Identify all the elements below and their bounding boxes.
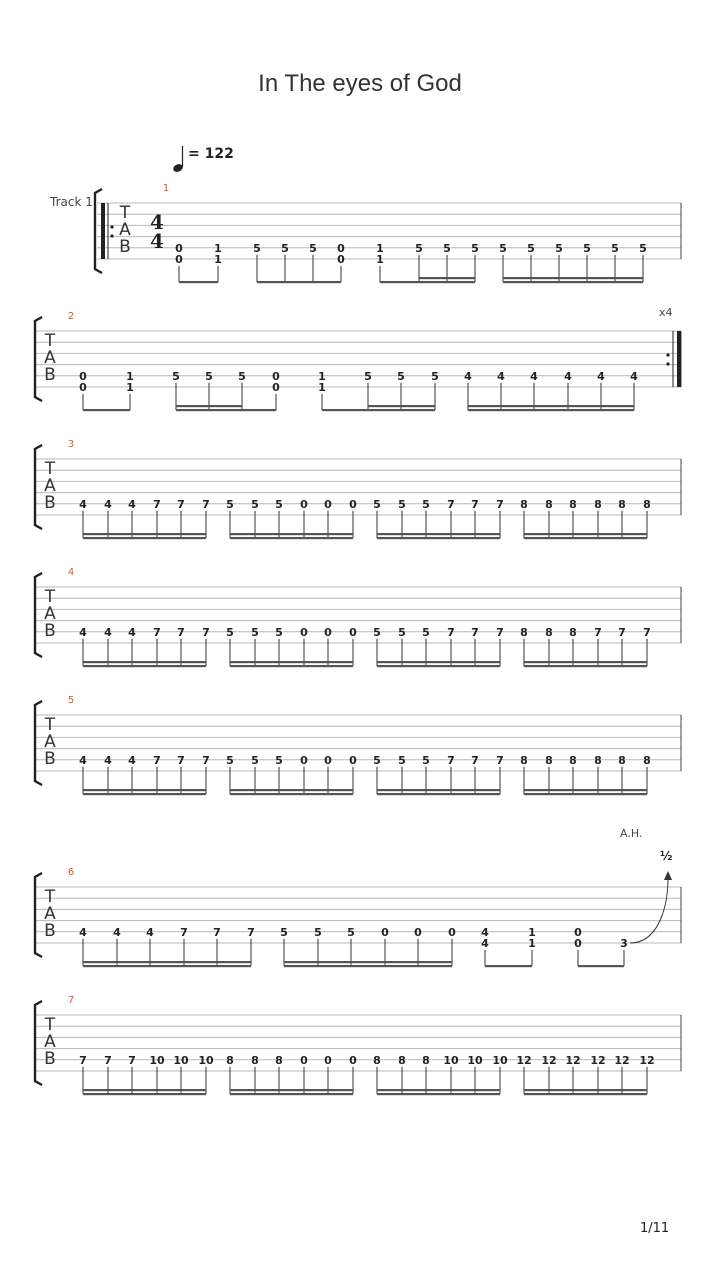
- tab-clef-letter: T: [44, 715, 56, 735]
- fret-number: 5: [226, 753, 234, 767]
- note-beam: [377, 789, 500, 791]
- time-signature-bottom: 4: [150, 229, 164, 253]
- fret-number: 8: [226, 1053, 234, 1067]
- fret-number: 0: [300, 625, 308, 639]
- fret-number: 8: [643, 753, 651, 767]
- fret-number: 5: [443, 241, 451, 255]
- bar-number: 1: [162, 183, 170, 194]
- fret-number: 1: [318, 369, 326, 383]
- fret-number: 0: [300, 1053, 308, 1067]
- note-beam: [377, 793, 500, 795]
- fret-number: 8: [545, 753, 553, 767]
- fret-number: 8: [618, 753, 626, 767]
- system-bracket: [35, 317, 42, 401]
- fret-number: 0: [349, 753, 357, 767]
- fret-number: 4: [128, 625, 136, 639]
- note-beam: [83, 789, 206, 791]
- note-beam: [83, 793, 206, 795]
- tab-system: [35, 867, 681, 967]
- artificial-harmonic-label: A.H.: [620, 827, 643, 840]
- tab-system: [35, 995, 681, 1095]
- fret-number: 7: [202, 497, 210, 511]
- bar-number: 3: [67, 439, 75, 450]
- fret-number: 5: [275, 497, 283, 511]
- fret-number: 4: [104, 753, 112, 767]
- tempo-value: = 122: [188, 146, 234, 162]
- repeat-dot: [110, 225, 113, 228]
- fret-number: 5: [205, 369, 213, 383]
- fret-number: 0: [337, 253, 345, 266]
- tab-clef-letter: B: [44, 493, 56, 513]
- fret-number: 7: [471, 625, 479, 639]
- fret-number: 12: [541, 1053, 557, 1067]
- fret-number: 1: [528, 937, 536, 950]
- bar-number: 4: [67, 567, 75, 578]
- fret-number: 5: [314, 925, 322, 939]
- fret-number: 5: [275, 625, 283, 639]
- note-beam: [83, 537, 206, 539]
- tab-clef-letter: A: [44, 732, 56, 752]
- fret-number: 7: [177, 753, 185, 767]
- fret-number: 0: [272, 369, 280, 383]
- note-beam: [377, 533, 500, 535]
- fret-number: 0: [300, 497, 308, 511]
- fret-number: 5: [309, 241, 317, 255]
- bend-arrow-icon: [664, 871, 672, 880]
- tab-system: [35, 695, 681, 795]
- fret-number: 10: [492, 1053, 508, 1067]
- fret-number: 0: [381, 925, 389, 939]
- fret-number: 0: [324, 1053, 332, 1067]
- fret-number: 4: [497, 369, 505, 383]
- bar-number: 7: [67, 995, 75, 1006]
- note-beam: [468, 405, 634, 407]
- fret-number: 7: [153, 753, 161, 767]
- fret-number: 0: [337, 241, 345, 255]
- fret-number: 5: [398, 753, 406, 767]
- note-beam: [83, 1093, 206, 1095]
- fret-number: 8: [398, 1053, 406, 1067]
- note-beam: [230, 789, 353, 791]
- repeat-start-thick: [101, 203, 105, 259]
- fret-number: 4: [79, 497, 87, 511]
- bend-amount: ½: [660, 849, 673, 863]
- fret-number: 8: [594, 753, 602, 767]
- repeat-end-thick: [677, 331, 681, 387]
- fret-number: 1: [214, 253, 222, 266]
- note-beam: [179, 281, 218, 283]
- bar-number: 6: [67, 867, 75, 878]
- system-bracket: [35, 573, 42, 657]
- note-beam: [485, 965, 532, 967]
- fret-number: 12: [565, 1053, 581, 1067]
- page-number: 1/11: [640, 1221, 670, 1236]
- tab-system: [35, 567, 681, 667]
- fret-number: 7: [153, 625, 161, 639]
- note-beam: [176, 409, 242, 411]
- fret-number: 4: [104, 625, 112, 639]
- song-title: In The eyes of God: [258, 70, 462, 97]
- fret-number: 4: [146, 925, 154, 939]
- fret-number: 4: [79, 925, 87, 939]
- fret-number: 5: [172, 369, 180, 383]
- tab-clef-letter: T: [119, 203, 131, 223]
- fret-number: 5: [422, 625, 430, 639]
- fret-number: 7: [177, 625, 185, 639]
- fret-number: 0: [79, 381, 87, 394]
- fret-number: 5: [422, 753, 430, 767]
- note-beam: [524, 793, 647, 795]
- fret-number: 7: [180, 925, 188, 939]
- note-beam: [322, 409, 368, 411]
- fret-number: 4: [597, 369, 605, 383]
- fret-number: 7: [177, 497, 185, 511]
- fret-number: 7: [471, 497, 479, 511]
- fret-number: 5: [499, 241, 507, 255]
- fret-number: 5: [226, 497, 234, 511]
- fret-number: 8: [520, 497, 528, 511]
- fret-number: 5: [555, 241, 563, 255]
- fret-number: 0: [175, 253, 183, 266]
- fret-number: 12: [614, 1053, 630, 1067]
- tab-clef-letter: B: [44, 749, 56, 769]
- note-beam: [83, 665, 206, 667]
- fret-number: 1: [126, 369, 134, 383]
- tab-clef-letter: T: [44, 459, 56, 479]
- repeat-count: x4: [659, 306, 673, 319]
- fret-number: 5: [251, 625, 259, 639]
- fret-number: 8: [569, 497, 577, 511]
- fret-number: 0: [448, 925, 456, 939]
- fret-number: 8: [594, 497, 602, 511]
- fret-number: 5: [364, 369, 372, 383]
- note-beam: [242, 409, 276, 411]
- fret-number: 10: [173, 1053, 189, 1067]
- tab-clef-letter: T: [44, 587, 56, 607]
- note-beam: [83, 1089, 206, 1091]
- fret-number: 12: [639, 1053, 655, 1067]
- tab-clef-letter: A: [119, 220, 131, 240]
- fret-number: 3: [620, 937, 628, 950]
- bar-number: 5: [67, 695, 75, 706]
- fret-number: 5: [373, 497, 381, 511]
- fret-number: 0: [324, 753, 332, 767]
- note-beam: [377, 1093, 500, 1095]
- fret-number: 12: [590, 1053, 606, 1067]
- fret-number: 8: [373, 1053, 381, 1067]
- note-beam: [83, 961, 251, 963]
- fret-number: 8: [643, 497, 651, 511]
- fret-number: 8: [251, 1053, 259, 1067]
- fret-number: 7: [643, 625, 651, 639]
- fret-number: 7: [447, 497, 455, 511]
- fret-number: 4: [564, 369, 572, 383]
- note-beam: [83, 409, 130, 411]
- fret-number: 0: [574, 925, 582, 939]
- note-beam: [380, 281, 419, 283]
- fret-number: 5: [415, 241, 423, 255]
- system-bracket: [35, 1001, 42, 1085]
- note-beam: [377, 661, 500, 663]
- note-beam: [368, 405, 435, 407]
- fret-number: 7: [618, 625, 626, 639]
- fret-number: 0: [324, 497, 332, 511]
- note-beam: [377, 665, 500, 667]
- fret-number: 8: [545, 497, 553, 511]
- note-beam: [524, 537, 647, 539]
- fret-number: 5: [398, 625, 406, 639]
- note-beam: [578, 965, 624, 967]
- fret-number: 8: [520, 625, 528, 639]
- tab-clef-letter: B: [119, 237, 131, 257]
- note-beam: [524, 665, 647, 667]
- fret-number: 5: [583, 241, 591, 255]
- fret-number: 4: [79, 753, 87, 767]
- fret-number: 10: [198, 1053, 214, 1067]
- fret-number: 8: [275, 1053, 283, 1067]
- fret-number: 10: [149, 1053, 165, 1067]
- fret-number: 8: [618, 497, 626, 511]
- fret-number: 7: [202, 625, 210, 639]
- fret-number: 7: [128, 1053, 136, 1067]
- fret-number: 8: [520, 753, 528, 767]
- fret-number: 1: [376, 253, 384, 266]
- fret-number: 4: [104, 497, 112, 511]
- fret-number: 5: [373, 625, 381, 639]
- fret-number: 5: [347, 925, 355, 939]
- fret-number: 0: [272, 381, 280, 394]
- fret-number: 5: [639, 241, 647, 255]
- track-header: [49, 146, 673, 863]
- fret-number: 0: [349, 1053, 357, 1067]
- fret-number: 1: [318, 381, 326, 394]
- fret-number: 0: [349, 497, 357, 511]
- fret-number: 7: [153, 497, 161, 511]
- note-beam: [257, 281, 341, 283]
- note-beam: [524, 789, 647, 791]
- system-bracket: [95, 189, 102, 273]
- tab-system: [95, 183, 681, 283]
- fret-number: 1: [376, 241, 384, 255]
- fret-number: 7: [202, 753, 210, 767]
- repeat-dot: [666, 362, 669, 365]
- fret-number: 7: [104, 1053, 112, 1067]
- fret-number: 5: [281, 241, 289, 255]
- note-beam: [524, 1089, 647, 1091]
- fret-number: 0: [79, 369, 87, 383]
- note-beam: [524, 1093, 647, 1095]
- tab-clef-letter: B: [44, 1049, 56, 1069]
- fret-number: 0: [324, 625, 332, 639]
- note-beam: [468, 409, 634, 411]
- note-beam: [83, 533, 206, 535]
- fret-number: 8: [569, 625, 577, 639]
- system-bracket: [35, 873, 42, 957]
- fret-number: 7: [471, 753, 479, 767]
- fret-number: 5: [275, 753, 283, 767]
- note-beam: [230, 661, 353, 663]
- tab-clef-letter: A: [44, 476, 56, 496]
- note-beam: [230, 665, 353, 667]
- fret-number: 5: [527, 241, 535, 255]
- bend-curve: [630, 879, 668, 943]
- fret-number: 0: [175, 241, 183, 255]
- note-beam: [176, 405, 242, 407]
- note-beam: [230, 1089, 353, 1091]
- note-beam: [419, 277, 475, 279]
- time-signature-top: 4: [150, 210, 164, 234]
- fret-number: 5: [373, 753, 381, 767]
- fret-number: 4: [530, 369, 538, 383]
- tab-clef-letter: A: [44, 904, 56, 924]
- fret-number: 5: [251, 753, 259, 767]
- note-beam: [503, 281, 643, 283]
- tab-clef-letter: T: [44, 887, 56, 907]
- tab-clef-letter: A: [44, 604, 56, 624]
- fret-number: 4: [128, 497, 136, 511]
- note-beam: [503, 277, 643, 279]
- fret-number: 0: [574, 937, 582, 950]
- fret-number: 7: [447, 753, 455, 767]
- fret-number: 7: [496, 625, 504, 639]
- note-beam: [524, 533, 647, 535]
- system-bracket: [35, 701, 42, 785]
- fret-number: 1: [528, 925, 536, 939]
- fret-number: 4: [630, 369, 638, 383]
- fret-number: 1: [214, 241, 222, 255]
- note-beam: [419, 281, 475, 283]
- fret-number: 10: [467, 1053, 483, 1067]
- repeat-dot: [666, 353, 669, 356]
- quarter-note-icon: [172, 146, 184, 173]
- fret-number: 5: [422, 497, 430, 511]
- note-beam: [230, 537, 353, 539]
- fret-number: 12: [516, 1053, 532, 1067]
- fret-number: 7: [496, 497, 504, 511]
- fret-number: 5: [611, 241, 619, 255]
- tab-clef-letter: T: [44, 331, 56, 351]
- note-beam: [284, 961, 452, 963]
- fret-number: 7: [213, 925, 221, 939]
- fret-number: 8: [422, 1053, 430, 1067]
- fret-number: 0: [300, 753, 308, 767]
- fret-number: 0: [414, 925, 422, 939]
- bar-number: 2: [67, 311, 75, 322]
- fret-number: 5: [280, 925, 288, 939]
- fret-number: 10: [443, 1053, 459, 1067]
- note-beam: [284, 965, 452, 967]
- note-beam: [377, 1089, 500, 1091]
- fret-number: 7: [496, 753, 504, 767]
- tab-system: [35, 439, 681, 539]
- tab-clef-letter: B: [44, 921, 56, 941]
- tab-clef-letter: A: [44, 348, 56, 368]
- tab-clef-letter: B: [44, 621, 56, 641]
- note-beam: [368, 409, 435, 411]
- tab-systems: [35, 183, 681, 1095]
- fret-number: 4: [464, 369, 472, 383]
- fret-number: 4: [79, 625, 87, 639]
- note-beam: [377, 537, 500, 539]
- fret-number: 5: [226, 625, 234, 639]
- fret-number: 5: [471, 241, 479, 255]
- fret-number: 7: [247, 925, 255, 939]
- note-beam: [230, 533, 353, 535]
- tab-clef-letter: A: [44, 1032, 56, 1052]
- fret-number: 4: [113, 925, 121, 939]
- fret-number: 0: [349, 625, 357, 639]
- fret-number: 7: [447, 625, 455, 639]
- fret-number: 5: [398, 497, 406, 511]
- note-beam: [524, 661, 647, 663]
- tab-clef-letter: B: [44, 365, 56, 385]
- note-beam: [230, 793, 353, 795]
- fret-number: 5: [253, 241, 261, 255]
- fret-number: 5: [238, 369, 246, 383]
- system-bracket: [35, 445, 42, 529]
- fret-number: 5: [397, 369, 405, 383]
- fret-number: 7: [594, 625, 602, 639]
- fret-number: 7: [79, 1053, 87, 1067]
- tab-system: [35, 311, 681, 411]
- repeat-dot: [110, 234, 113, 237]
- fret-number: 5: [251, 497, 259, 511]
- fret-number: 8: [545, 625, 553, 639]
- track-label: Track 1: [50, 195, 93, 209]
- note-beam: [83, 965, 251, 967]
- note-beam: [83, 661, 206, 663]
- fret-number: 4: [128, 753, 136, 767]
- fret-number: 5: [431, 369, 439, 383]
- fret-number: 4: [481, 925, 489, 939]
- note-beam: [230, 1093, 353, 1095]
- tab-clef-letter: T: [44, 1015, 56, 1035]
- fret-number: 4: [481, 937, 489, 950]
- fret-number: 1: [126, 381, 134, 394]
- fret-number: 8: [569, 753, 577, 767]
